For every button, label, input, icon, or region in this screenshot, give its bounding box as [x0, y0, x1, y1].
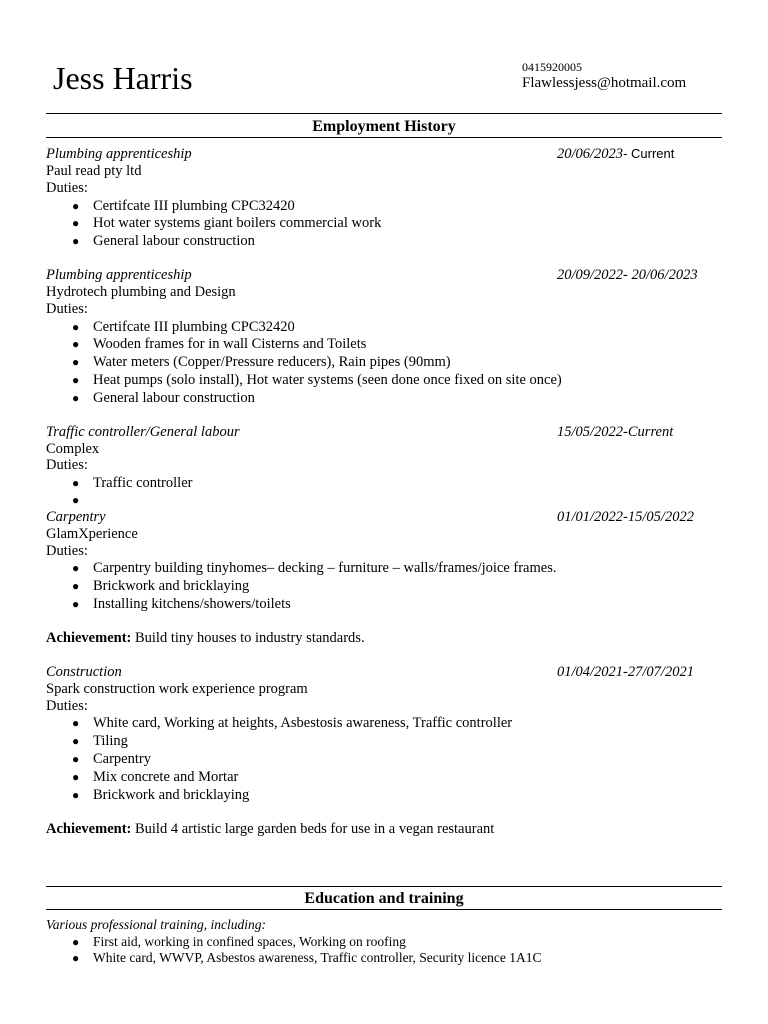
section-top-rule — [46, 886, 722, 887]
job-company: GlamXperience — [46, 526, 138, 542]
bullet-icon: ● — [72, 234, 80, 248]
duties-label: Duties: — [46, 698, 88, 714]
job-company: Hydrotech plumbing and Design — [46, 284, 236, 300]
bullet-icon: ● — [72, 951, 80, 965]
job-date-end: - Current — [623, 146, 675, 161]
job-role: Plumbing apprenticeship — [46, 267, 192, 283]
achievement-label: Achievement: — [46, 821, 132, 837]
bullet-icon: ● — [72, 597, 80, 611]
bullet-icon: ● — [72, 734, 80, 748]
job-dates: 15/05/2022-Current — [557, 424, 674, 440]
education-intro: Various professional training, including: — [46, 917, 267, 932]
bullet-icon: ● — [72, 355, 80, 369]
bullet-icon: ● — [72, 391, 80, 405]
duties-label: Duties: — [46, 543, 88, 559]
bullet-icon: ● — [72, 716, 80, 730]
bullet-icon: ● — [72, 788, 80, 802]
phone-number: 0415920005 — [522, 60, 582, 74]
job-company: Complex — [46, 441, 100, 457]
job-role: Construction — [46, 664, 122, 680]
duties-label: Duties: — [46, 301, 88, 317]
resume-page: Jess Harris 0415920005 Flawlessjess@hotmail.com Employment History Plumbing apprenticeship 20/06/2023- Current Paul read pty ltd Duties: ● Certifcate III plumbing CPC32420 ● Hot water systems giant boilers commercial work ● General labour construction Plumbing apprenticeship 20/09/2022- 20/06/2023 Hydrotech plumbing and Design Duties: ● Certifcate III plumbing CPC32420 ● Wooden frames for in wall Cisterns and Toilets ● Water meters (Copper/Pressure reducers), Rain pipes (90mm) ● Heat pumps (solo install), Hot water systems (seen done once fixed on site once) ● General labour construction Traffic controller/General labour 15/05/2022-Current Complex Duties: ● Traffic controller ● Carpentry 01/01/2022-15/05/2022 GlamXperience Duties: ● Carpentry building tinyhomes– decking – furniture – walls/frames/joice frames. ● Brickwork and bricklaying ● Installing kitchens/showers/toilets Achievement: Build tiny houses to industry standards. Construction 01/04/2021-27/07/2021 Spark construction work experience program Duties: ● White card, Working at heights, Asbestosis awareness, Traffic controller ● Tiling ● Carpentry ● Mix concrete and Mortar ● Brickwork and bricklaying Achievement: Build 4 artistic large garden beds for use in a vegan restaurant Education and training Various professional training, including: ● First aid, working in confined spaces, Working on roofing ● White card, WWVP, Asbestos awareness, Traffic controller, Security licence 1A1C — [0, 0, 768, 1024]
job-dates: 01/01/2022-15/05/2022 — [557, 509, 694, 525]
education-section-title: Education and training — [304, 890, 464, 907]
bullet-icon: ● — [72, 561, 80, 575]
bullet-icon: ● — [72, 476, 80, 490]
achievement-text: Build 4 artistic large garden beds for use in a vegan restaurant — [134, 821, 495, 837]
duties-label: Duties: — [46, 457, 88, 473]
bullet-icon: ● — [72, 320, 80, 334]
job-date-start: 20/06/2023 — [557, 146, 624, 162]
job-achievement — [46, 820, 494, 838]
achievement-text: Build tiny houses to industry standards. — [134, 630, 365, 646]
email-address: Flawlessjess@hotmail.com — [522, 75, 687, 91]
bullet-icon: ● — [72, 373, 80, 387]
job-achievement — [46, 629, 365, 647]
contact-block — [522, 60, 686, 92]
job-role: Plumbing apprenticeship — [46, 146, 192, 162]
bullet-icon: ● — [72, 579, 80, 593]
bullet-icon: ● — [72, 493, 80, 507]
employment-section-title: Employment History — [312, 118, 456, 135]
candidate-name: Jess Harris — [53, 60, 193, 96]
bullet-icon: ● — [72, 216, 80, 230]
job-dates: 20/09/2022- 20/06/2023 — [557, 267, 698, 283]
section-bottom-rule — [46, 909, 722, 910]
bullet-icon: ● — [72, 199, 80, 213]
job-dates — [557, 145, 674, 163]
job-dates: 01/04/2021-27/07/2021 — [557, 664, 694, 680]
bullet-icon: ● — [72, 752, 80, 766]
job-company: Paul read pty ltd — [46, 163, 142, 179]
bullet-icon: ● — [72, 770, 80, 784]
job-company: Spark construction work experience program — [46, 681, 308, 697]
bullet-icon: ● — [72, 935, 80, 949]
section-bottom-rule — [46, 137, 722, 138]
section-top-rule — [46, 113, 722, 114]
achievement-label: Achievement: — [46, 630, 132, 646]
duties-label: Duties: — [46, 180, 88, 196]
bullet-icon: ● — [72, 337, 80, 351]
job-role: Carpentry — [46, 509, 106, 525]
job-role: Traffic controller/General labour — [46, 424, 240, 440]
